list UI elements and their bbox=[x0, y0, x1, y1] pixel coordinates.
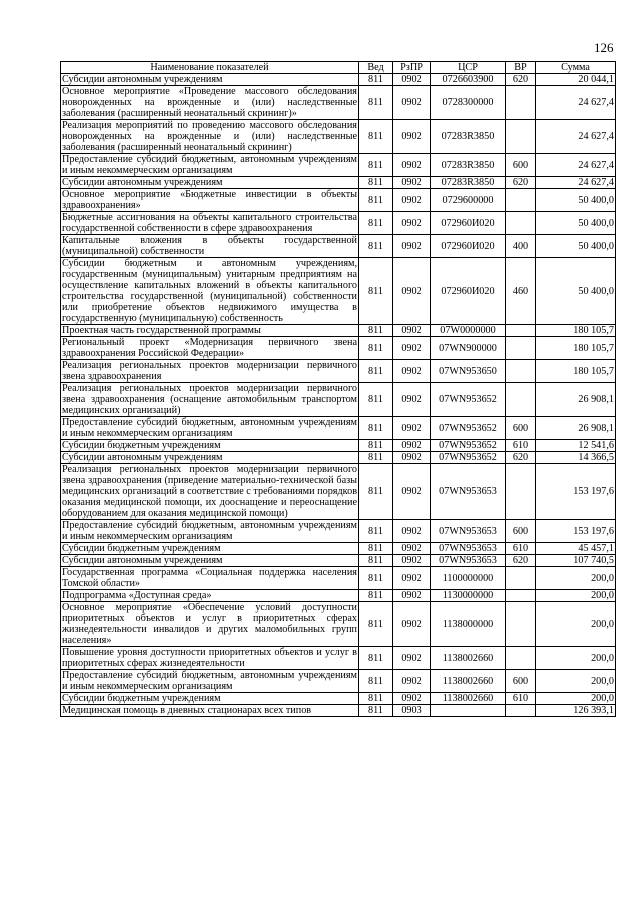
row-sum: 180 105,7 bbox=[536, 360, 616, 383]
row-csr bbox=[431, 705, 506, 717]
table-row bbox=[61, 86, 616, 120]
row-name: Субсидии автономным учреждениям bbox=[61, 555, 359, 567]
row-vr bbox=[506, 383, 536, 417]
row-ved: 811 bbox=[359, 417, 393, 440]
row-ved: 811 bbox=[359, 120, 393, 154]
row-name: Субсидии автономным учреждениям bbox=[61, 177, 359, 189]
row-csr: 1138002660 bbox=[431, 670, 506, 693]
row-rzpr: 0902 bbox=[393, 452, 431, 464]
row-ved: 811 bbox=[359, 693, 393, 705]
table-row bbox=[61, 555, 616, 567]
row-name: Субсидии автономным учреждениям bbox=[61, 74, 359, 86]
row-vr bbox=[506, 590, 536, 602]
row-rzpr: 0902 bbox=[393, 543, 431, 555]
row-ved: 811 bbox=[359, 705, 393, 717]
row-ved: 811 bbox=[359, 235, 393, 258]
table-row bbox=[61, 74, 616, 86]
row-ved: 811 bbox=[359, 383, 393, 417]
row-name: Реализация региональных проектов модернизации первичного звена здравоохранения (приведение материально-технической базы медицинских организаций в соответствие с требованиями порядков оказания медицинской помощи, их дооснащение и переоснащение оборудованием для оказания медицинской помощи) bbox=[62, 464, 357, 519]
row-vr bbox=[506, 464, 536, 520]
row-rzpr: 0902 bbox=[393, 383, 431, 417]
row-sum: 24 627,4 bbox=[536, 86, 616, 120]
row-vr: 600 bbox=[506, 417, 536, 440]
row-ved: 811 bbox=[359, 177, 393, 189]
row-ved: 811 bbox=[359, 602, 393, 647]
row-vr: 610 bbox=[506, 440, 536, 452]
header-csr: ЦСР bbox=[431, 62, 506, 74]
table-row bbox=[61, 120, 616, 154]
table-row bbox=[61, 705, 616, 717]
row-vr: 460 bbox=[506, 258, 536, 325]
row-sum: 20 044,1 bbox=[536, 74, 616, 86]
row-csr: 07WN953653 bbox=[431, 520, 506, 543]
row-name: Бюджетные ассигнования на объекты капитального строительства государственной собственности в сфере здравоохранения bbox=[62, 212, 357, 234]
row-sum: 126 393,1 bbox=[536, 705, 616, 717]
row-ved: 811 bbox=[359, 543, 393, 555]
row-ved: 811 bbox=[359, 212, 393, 235]
row-vr bbox=[506, 189, 536, 212]
row-csr: 0728300000 bbox=[431, 86, 506, 120]
row-vr bbox=[506, 360, 536, 383]
row-vr bbox=[506, 602, 536, 647]
row-vr: 620 bbox=[506, 177, 536, 189]
row-rzpr: 0902 bbox=[393, 177, 431, 189]
row-csr: 07WN953653 bbox=[431, 464, 506, 520]
page-number: 126 bbox=[594, 40, 614, 55]
row-sum: 200,0 bbox=[536, 567, 616, 590]
table-row bbox=[61, 417, 616, 440]
row-ved: 811 bbox=[359, 440, 393, 452]
row-sum: 200,0 bbox=[536, 602, 616, 647]
row-sum: 153 197,6 bbox=[536, 464, 616, 520]
row-rzpr: 0902 bbox=[393, 602, 431, 647]
table-row bbox=[61, 383, 616, 417]
row-ved: 811 bbox=[359, 154, 393, 177]
row-name: Реализация мероприятий по проведению массового обследования новорожденных на врожденные и (или) наследственные заболевания (расширенный неонатальный скрининг) bbox=[62, 120, 357, 153]
row-vr bbox=[506, 567, 536, 590]
row-csr: 1100000000 bbox=[431, 567, 506, 590]
row-sum: 180 105,7 bbox=[536, 337, 616, 360]
row-ved: 811 bbox=[359, 325, 393, 337]
row-ved: 811 bbox=[359, 555, 393, 567]
row-rzpr: 0902 bbox=[393, 212, 431, 235]
row-ved: 811 bbox=[359, 520, 393, 543]
row-sum: 200,0 bbox=[536, 590, 616, 602]
row-name: Проектная часть государственной программы bbox=[61, 325, 359, 337]
table-row bbox=[61, 543, 616, 555]
row-sum: 153 197,6 bbox=[536, 520, 616, 543]
row-vr: 600 bbox=[506, 670, 536, 693]
row-rzpr: 0902 bbox=[393, 235, 431, 258]
row-vr: 610 bbox=[506, 693, 536, 705]
table-row bbox=[61, 337, 616, 360]
table-row bbox=[61, 602, 616, 647]
row-sum: 50 400,0 bbox=[536, 258, 616, 325]
row-sum: 26 908,1 bbox=[536, 383, 616, 417]
row-sum: 24 627,4 bbox=[536, 120, 616, 154]
row-csr: 07W0000000 bbox=[431, 325, 506, 337]
row-vr: 620 bbox=[506, 452, 536, 464]
row-ved: 811 bbox=[359, 360, 393, 383]
row-sum: 200,0 bbox=[536, 670, 616, 693]
row-csr: 072960И020 bbox=[431, 212, 506, 235]
table-row bbox=[61, 212, 616, 235]
table-row bbox=[61, 567, 616, 590]
row-sum: 200,0 bbox=[536, 647, 616, 670]
row-ved: 811 bbox=[359, 567, 393, 590]
row-name: Субсидии автономным учреждениям bbox=[61, 452, 359, 464]
row-ved: 811 bbox=[359, 74, 393, 86]
row-sum: 50 400,0 bbox=[536, 235, 616, 258]
row-ved: 811 bbox=[359, 647, 393, 670]
row-name: Субсидии бюджетным учреждениям bbox=[61, 440, 359, 452]
row-rzpr: 0903 bbox=[393, 705, 431, 717]
row-sum: 26 908,1 bbox=[536, 417, 616, 440]
table-row bbox=[61, 670, 616, 693]
row-ved: 811 bbox=[359, 590, 393, 602]
header-ved: Вед bbox=[359, 62, 393, 74]
row-rzpr: 0902 bbox=[393, 74, 431, 86]
row-name: Предоставление субсидий бюджетным, автономным учреждениям и иным некоммерческим организациям bbox=[62, 417, 357, 439]
row-csr: 0729600000 bbox=[431, 189, 506, 212]
row-sum: 180 105,7 bbox=[536, 325, 616, 337]
row-sum: 50 400,0 bbox=[536, 189, 616, 212]
row-rzpr: 0902 bbox=[393, 464, 431, 520]
row-csr: 07WN953652 bbox=[431, 440, 506, 452]
row-rzpr: 0902 bbox=[393, 670, 431, 693]
row-ved: 811 bbox=[359, 452, 393, 464]
row-csr: 072960И020 bbox=[431, 258, 506, 325]
table-header-row bbox=[61, 62, 616, 74]
row-rzpr: 0902 bbox=[393, 86, 431, 120]
row-rzpr: 0902 bbox=[393, 417, 431, 440]
row-rzpr: 0902 bbox=[393, 647, 431, 670]
row-name: Подпрограмма «Доступная среда» bbox=[61, 590, 359, 602]
table-row bbox=[61, 464, 616, 520]
row-sum: 12 541,6 bbox=[536, 440, 616, 452]
header-name: Наименование показателей bbox=[61, 62, 359, 74]
row-name: Реализация региональных проектов модернизации первичного звена здравоохранения bbox=[62, 360, 357, 382]
row-vr: 600 bbox=[506, 154, 536, 177]
header-rzpr: РзПР bbox=[393, 62, 431, 74]
table-row bbox=[61, 154, 616, 177]
row-sum: 50 400,0 bbox=[536, 212, 616, 235]
row-ved: 811 bbox=[359, 258, 393, 325]
row-csr: 072960И020 bbox=[431, 235, 506, 258]
row-name: Предоставление субсидий бюджетным, автономным учреждениям и иным некоммерческим организациям bbox=[62, 520, 357, 542]
row-csr: 07WN953650 bbox=[431, 360, 506, 383]
row-csr: 07WN953652 bbox=[431, 383, 506, 417]
row-csr: 07WN900000 bbox=[431, 337, 506, 360]
row-rzpr: 0902 bbox=[393, 337, 431, 360]
header-sum: Сумма bbox=[536, 62, 616, 74]
row-vr bbox=[506, 647, 536, 670]
row-ved: 811 bbox=[359, 86, 393, 120]
row-csr: 07WN953653 bbox=[431, 543, 506, 555]
row-sum: 107 740,5 bbox=[536, 555, 616, 567]
table-row bbox=[61, 590, 616, 602]
table-row bbox=[61, 647, 616, 670]
row-ved: 811 bbox=[359, 337, 393, 360]
row-name: Предоставление субсидий бюджетным, автономным учреждениям и иным некоммерческим организациям bbox=[62, 154, 357, 176]
row-rzpr: 0902 bbox=[393, 567, 431, 590]
row-rzpr: 0902 bbox=[393, 440, 431, 452]
budget-table bbox=[60, 61, 616, 717]
row-sum: 24 627,4 bbox=[536, 154, 616, 177]
row-vr bbox=[506, 705, 536, 717]
row-vr bbox=[506, 120, 536, 154]
row-name: Субсидии бюджетным учреждениям bbox=[61, 693, 359, 705]
row-rzpr: 0902 bbox=[393, 325, 431, 337]
table-row bbox=[61, 440, 616, 452]
row-sum: 24 627,4 bbox=[536, 177, 616, 189]
table-row bbox=[61, 360, 616, 383]
row-rzpr: 0902 bbox=[393, 693, 431, 705]
row-csr: 07WN953653 bbox=[431, 555, 506, 567]
row-vr: 600 bbox=[506, 520, 536, 543]
table-row bbox=[61, 177, 616, 189]
header-vr: ВР bbox=[506, 62, 536, 74]
row-name: Основное мероприятие «Обеспечение условий доступности приоритетных объектов и услуг в приоритетных сферах жизнедеятельности инвалидов и других маломобильных групп населения» bbox=[62, 602, 357, 646]
row-name: Основное мероприятие «Проведение массового обследования новорожденных на врожденные и (или) наследственные заболевания (расширенный неонатальный скрининг)» bbox=[62, 86, 357, 119]
row-csr: 07WN953652 bbox=[431, 452, 506, 464]
row-sum: 45 457,1 bbox=[536, 543, 616, 555]
row-csr: 1138002660 bbox=[431, 647, 506, 670]
row-vr bbox=[506, 325, 536, 337]
row-rzpr: 0902 bbox=[393, 189, 431, 212]
row-csr: 07283R3850 bbox=[431, 177, 506, 189]
table-row bbox=[61, 452, 616, 464]
row-csr: 07WN953652 bbox=[431, 417, 506, 440]
row-ved: 811 bbox=[359, 670, 393, 693]
row-name: Субсидии бюджетным учреждениям bbox=[61, 543, 359, 555]
table-row bbox=[61, 258, 616, 325]
row-vr bbox=[506, 86, 536, 120]
table-row bbox=[61, 693, 616, 705]
row-rzpr: 0902 bbox=[393, 520, 431, 543]
row-csr: 0726603900 bbox=[431, 74, 506, 86]
row-rzpr: 0902 bbox=[393, 590, 431, 602]
row-ved: 811 bbox=[359, 464, 393, 520]
row-sum: 200,0 bbox=[536, 693, 616, 705]
row-name: Субсидии бюджетным и автономным учреждениям, государственным (муниципальным) унитарным предприятиям на осуществление капитальных вложений в объекты капитального строительства государственной (муниципальной) собственности или приобретение объектов недвижимого имущества в государственную (муниципальную) собственность bbox=[62, 258, 357, 324]
row-csr: 07283R3850 bbox=[431, 120, 506, 154]
row-vr bbox=[506, 212, 536, 235]
row-name: Государственная программа «Социальная поддержка населения Томской области» bbox=[62, 567, 357, 589]
row-name: Основное мероприятие «Бюджетные инвестиции в объекты здравоохранения» bbox=[62, 189, 357, 211]
row-rzpr: 0902 bbox=[393, 120, 431, 154]
row-name: Медицинская помощь в дневных стационарах всех типов bbox=[61, 705, 359, 717]
table-row bbox=[61, 189, 616, 212]
row-csr: 1138002660 bbox=[431, 693, 506, 705]
row-vr bbox=[506, 337, 536, 360]
row-name: Реализация региональных проектов модернизации первичного звена здравоохранения (оснащение автомобильным транспортом медицинских организаций) bbox=[62, 383, 357, 416]
row-name: Капитальные вложения в объекты государственной (муниципальной) собственности bbox=[62, 235, 357, 257]
row-sum: 14 366,5 bbox=[536, 452, 616, 464]
table-row bbox=[61, 235, 616, 258]
row-name: Предоставление субсидий бюджетным, автономным учреждениям и иным некоммерческим организациям bbox=[62, 670, 357, 692]
table-row bbox=[61, 325, 616, 337]
row-csr: 1130000000 bbox=[431, 590, 506, 602]
row-vr: 610 bbox=[506, 543, 536, 555]
table-row bbox=[61, 520, 616, 543]
row-vr: 400 bbox=[506, 235, 536, 258]
row-ved: 811 bbox=[359, 189, 393, 212]
row-rzpr: 0902 bbox=[393, 555, 431, 567]
row-name: Региональный проект «Модернизация первичного звена здравоохранения Российской Федерации» bbox=[62, 337, 357, 359]
row-rzpr: 0902 bbox=[393, 154, 431, 177]
row-csr: 1138000000 bbox=[431, 602, 506, 647]
row-vr: 620 bbox=[506, 555, 536, 567]
row-csr: 07283R3850 bbox=[431, 154, 506, 177]
row-rzpr: 0902 bbox=[393, 360, 431, 383]
row-name: Повышение уровня доступности приоритетных объектов и услуг в приоритетных сферах жизнедеятельности bbox=[62, 647, 357, 669]
row-vr: 620 bbox=[506, 74, 536, 86]
row-rzpr: 0902 bbox=[393, 258, 431, 325]
